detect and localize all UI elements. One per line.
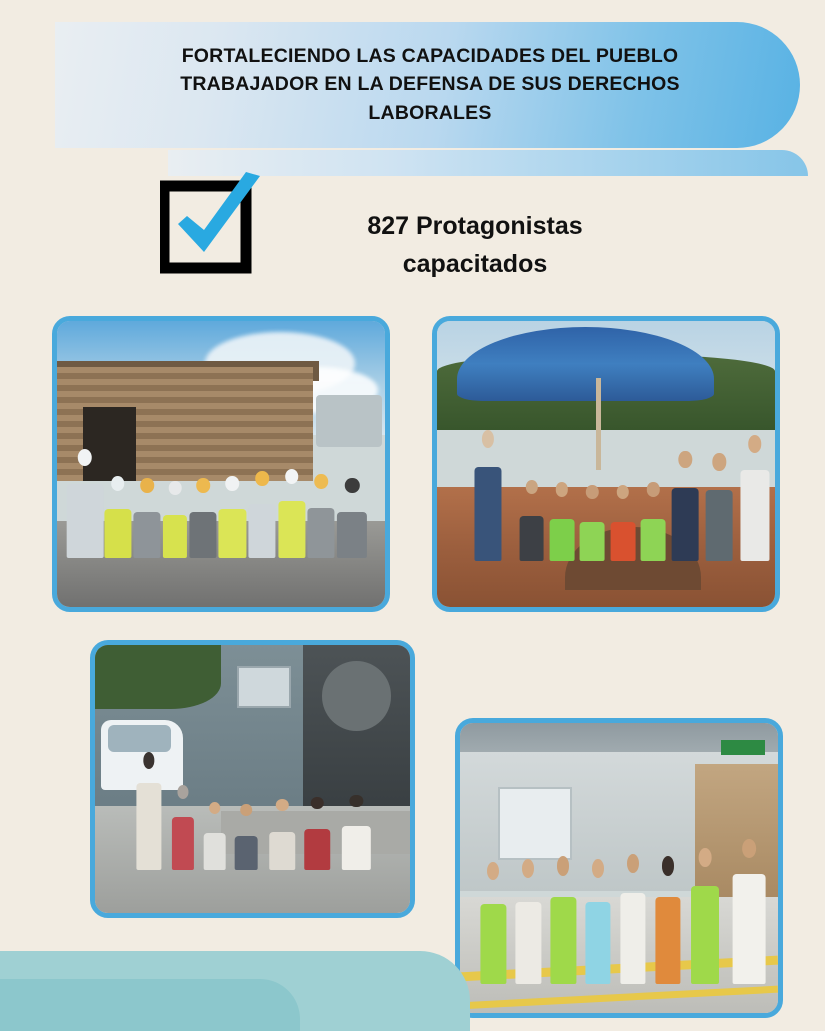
photo-4 — [455, 718, 783, 1018]
photo-1 — [52, 316, 390, 612]
page-title: FORTALECIENDO LAS CAPACIDADES DEL PUEBLO TRABAJADOR EN LA DEFENSA DE SUS DERECHOS LABORALES — [180, 45, 680, 124]
header-accent-curve — [168, 150, 808, 176]
participants-count-text: 827 Protagonistas capacitados — [367, 212, 583, 278]
photo-1-people — [57, 444, 385, 558]
photo-1-scene — [57, 321, 385, 607]
photo-2-people — [437, 430, 775, 562]
footer-band-accent — [0, 979, 300, 1031]
photo-3 — [90, 640, 415, 918]
photo-4-people — [460, 839, 778, 984]
photo-2-scene — [437, 321, 775, 607]
photo-3-scene — [95, 645, 410, 913]
checkbox-checked-icon — [160, 172, 264, 276]
photo-2 — [432, 316, 780, 612]
photo-3-people — [95, 752, 410, 870]
photo-4-scene — [460, 723, 778, 1013]
